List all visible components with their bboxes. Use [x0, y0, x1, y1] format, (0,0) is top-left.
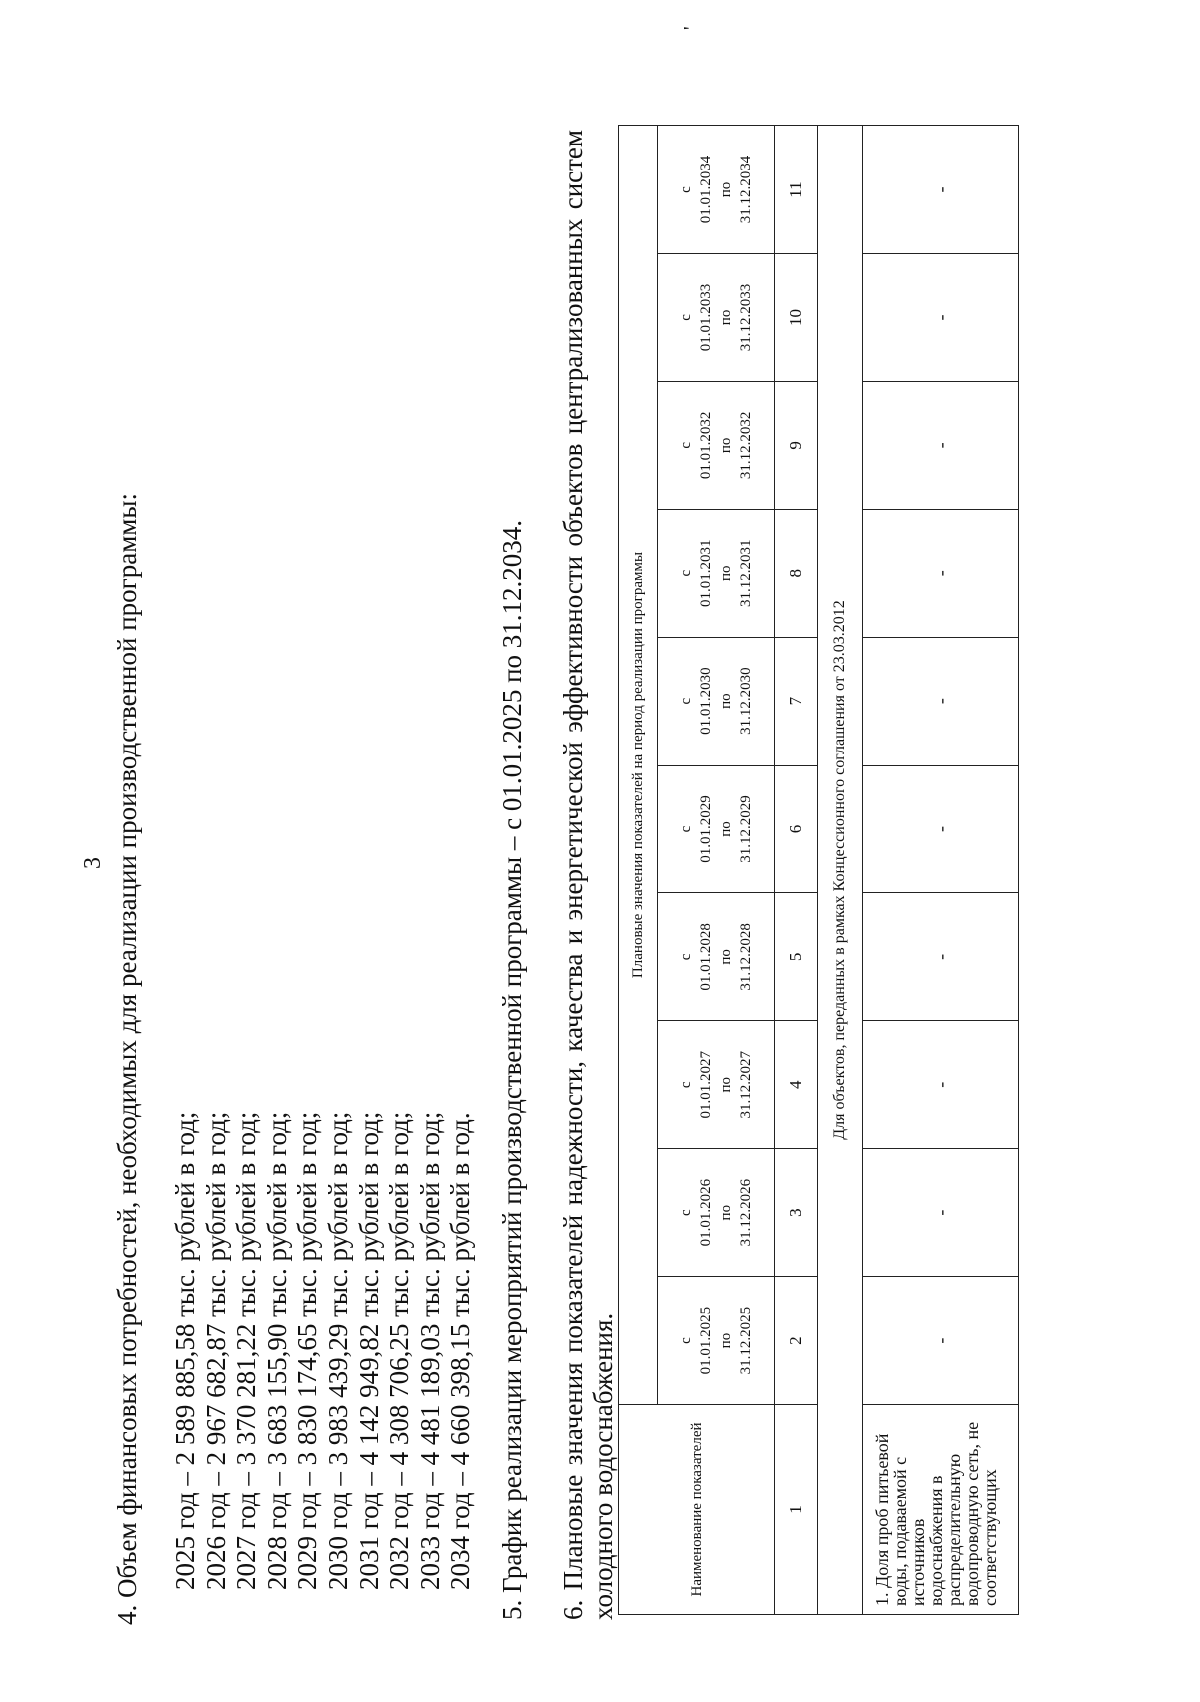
period-from: 01.01.2034 — [698, 155, 714, 224]
period-header — [658, 1149, 775, 1277]
indicator-value: - — [863, 637, 1019, 765]
period-to: 31.12.2031 — [738, 539, 754, 607]
column-number: 3 — [775, 1149, 818, 1277]
period-po: по — [718, 309, 734, 326]
indicator-name: 1. Доля проб питьевой воды, подаваемой с источников водоснабжения в распределительную водопроводную сеть, не соответствующих — [863, 1405, 1019, 1615]
period-to: 31.12.2027 — [738, 1051, 754, 1119]
year-line: 2031 год – 4 142 949,82 тыс. рублей в год; — [353, 1111, 384, 1590]
section6-heading: 6. Плановые значения показателей надежности, качества и энергетической эффективности объектов централизованных систем холодного водоснабжения. — [558, 130, 618, 1620]
indicator-value: - — [863, 126, 1019, 254]
period-from: 01.01.2029 — [698, 795, 714, 863]
period-c: с — [678, 314, 694, 321]
period-c: с — [678, 186, 694, 193]
period-header — [658, 1021, 775, 1149]
period-header-row — [658, 126, 775, 1615]
year-line: 2027 год – 3 370 281,22 тыс. рублей в год; — [231, 1111, 262, 1590]
indicator-value: - — [863, 509, 1019, 637]
rotated-page — [60, 26, 1140, 1630]
period-c: с — [678, 1081, 694, 1089]
financial-needs-list — [170, 1112, 476, 1590]
section4-heading: 4. Объем финансовых потребностей, необходимых для реализации производственной программы: — [112, 492, 142, 1625]
period-header — [658, 765, 775, 893]
period-from: 01.01.2027 — [698, 1051, 714, 1119]
table-header-row — [619, 126, 658, 1615]
column-number: 4 — [775, 1021, 818, 1149]
indicator-value: - — [863, 253, 1019, 381]
indicator-value: - — [863, 381, 1019, 509]
column-number: 8 — [775, 509, 818, 637]
column-number: 10 — [775, 253, 818, 381]
period-po: по — [718, 693, 734, 709]
period-po: по — [718, 565, 734, 581]
plan-header: Плановые значения показателей на период реализации программы — [619, 126, 658, 1405]
metrics-table — [618, 125, 1019, 1615]
period-from: 01.01.2026 — [698, 1178, 714, 1247]
period-po: по — [718, 1077, 734, 1093]
period-c: с — [678, 1209, 694, 1216]
period-to: 31.12.2030 — [738, 667, 754, 735]
column-number: 1 — [775, 1405, 818, 1615]
column-number: 6 — [775, 765, 818, 893]
period-header — [658, 893, 775, 1021]
period-c: с — [678, 953, 694, 961]
year-line: 2032 год – 4 308 706,25 тыс. рублей в год; — [384, 1111, 415, 1590]
period-from: 01.01.2030 — [698, 667, 714, 735]
period-header — [658, 381, 775, 509]
subheader-row — [818, 126, 863, 1615]
section5-heading: 5. График реализации мероприятий производственной программы – с 01.01.2025 по 31.12.2034. — [497, 519, 527, 1620]
column-number-row — [775, 126, 818, 1615]
year-line: 2029 год – 3 830 174,65 тыс. рублей в год; — [292, 1111, 323, 1590]
period-from: 01.01.2025 — [698, 1306, 714, 1375]
year-line: 2033 год – 4 481 189,03 тыс. рублей в год; — [414, 1111, 445, 1590]
period-c: с — [678, 697, 694, 705]
period-po: по — [718, 821, 734, 837]
period-header — [658, 509, 775, 637]
period-header — [658, 1277, 775, 1405]
period-po: по — [718, 437, 734, 454]
period-c: с — [678, 825, 694, 833]
period-to: 31.12.2029 — [738, 795, 754, 863]
year-line: 2028 год – 3 683 155,90 тыс. рублей в год; — [261, 1111, 292, 1590]
concession-subheader: Для объектов, переданных в рамках Концессионного соглашения от 23.03.2012 — [818, 126, 863, 1615]
period-to: 31.12.2028 — [738, 923, 754, 991]
indicator-value: - — [863, 1021, 1019, 1149]
period-header — [658, 253, 775, 381]
period-header — [658, 637, 775, 765]
period-c: с — [678, 569, 694, 577]
table-row — [863, 126, 1019, 1615]
period-from: 01.01.2028 — [698, 923, 714, 991]
period-to: 31.12.2026 — [738, 1178, 754, 1247]
period-po: по — [718, 1204, 734, 1221]
period-po: по — [718, 1332, 734, 1349]
period-po: по — [718, 181, 734, 198]
column-number: 7 — [775, 637, 818, 765]
column-number: 11 — [775, 126, 818, 254]
year-line: 2034 год – 4 660 398,15 тыс. рублей в год. — [445, 1112, 476, 1590]
period-from: 01.01.2032 — [698, 411, 714, 480]
period-po: по — [718, 949, 734, 965]
page-number: 3 — [80, 857, 106, 869]
period-to: 31.12.2025 — [738, 1306, 754, 1375]
period-from: 01.01.2033 — [698, 283, 714, 352]
name-header: Наименование показателей — [619, 1405, 775, 1615]
period-c: с — [678, 441, 694, 449]
column-number: 2 — [775, 1277, 818, 1405]
year-line: 2026 год – 2 967 682,87 тыс. рублей в год; — [200, 1111, 231, 1590]
year-line: 2025 год – 2 589 885,58 тыс. рублей в год; — [170, 1111, 200, 1590]
period-to: 31.12.2034 — [738, 155, 754, 224]
indicator-value: - — [863, 1277, 1019, 1405]
period-c: с — [678, 1337, 694, 1344]
year-line: 2030 год – 3 983 439,29 тыс. рублей в год; — [322, 1111, 353, 1590]
period-from: 01.01.2031 — [698, 539, 714, 607]
column-number: 9 — [775, 381, 818, 509]
period-header — [658, 126, 775, 254]
indicator-value: - — [863, 765, 1019, 893]
period-to: 31.12.2033 — [738, 283, 754, 352]
period-to: 31.12.2032 — [738, 411, 754, 480]
indicator-value: - — [863, 1149, 1019, 1277]
indicator-value: - — [863, 893, 1019, 1021]
column-number: 5 — [775, 893, 818, 1021]
stray-mark: ' — [680, 26, 702, 30]
